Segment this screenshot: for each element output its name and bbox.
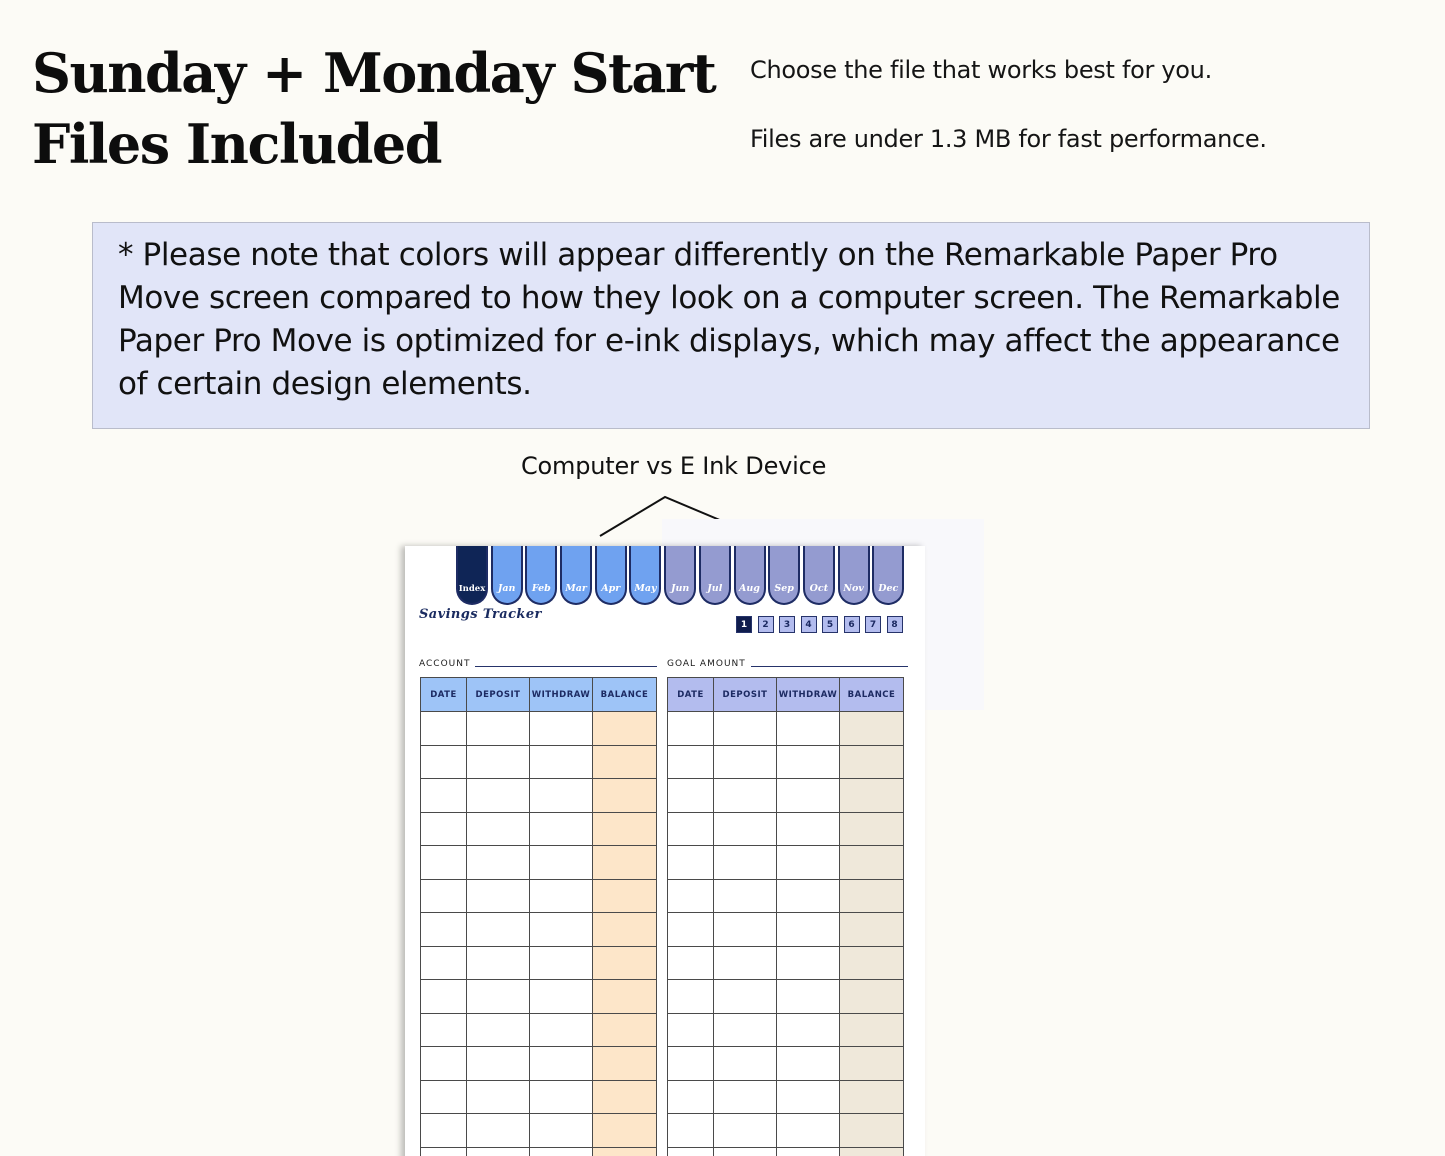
balance-cell[interactable] [593, 879, 657, 913]
table-row [668, 946, 904, 980]
tab-oct[interactable]: Oct [803, 546, 835, 605]
headline-line-2: Files Included [32, 112, 441, 176]
date-cell[interactable] [421, 1114, 467, 1148]
date-cell[interactable] [421, 812, 467, 846]
deposit-cell[interactable] [714, 1080, 777, 1114]
deposit-cell[interactable] [467, 946, 530, 980]
goal-amount-label: GOAL AMOUNT [667, 659, 746, 669]
table-row [421, 946, 657, 980]
balance-cell[interactable] [593, 779, 657, 813]
table-row [668, 913, 904, 947]
withdraw-cell[interactable] [530, 846, 593, 880]
table-row [421, 913, 657, 947]
date-cell[interactable] [668, 913, 714, 947]
date-cell[interactable] [421, 779, 467, 813]
table-row [421, 980, 657, 1014]
withdraw-cell[interactable] [777, 1080, 840, 1114]
date-cell[interactable] [421, 1080, 467, 1114]
table-row [421, 1047, 657, 1081]
tab-dec[interactable]: Dec [872, 546, 904, 605]
deposit-cell[interactable] [467, 1114, 530, 1148]
withdraw-cell[interactable] [777, 946, 840, 980]
page-button-5[interactable]: 5 [822, 616, 838, 633]
tab-jul[interactable]: Jul [699, 546, 731, 605]
withdraw-cell[interactable] [530, 1114, 593, 1148]
balance-cell[interactable] [593, 1114, 657, 1148]
balance-cell[interactable] [840, 946, 904, 980]
deposit-cell[interactable] [467, 1147, 530, 1156]
deposit-cell[interactable] [467, 779, 530, 813]
withdraw-cell[interactable] [530, 913, 593, 947]
balance-cell[interactable] [840, 1013, 904, 1047]
headline [32, 38, 715, 180]
table-row [668, 1013, 904, 1047]
tab-feb[interactable]: Feb [525, 546, 557, 605]
deposit-cell[interactable] [714, 712, 777, 746]
withdraw-cell[interactable] [777, 812, 840, 846]
withdraw-cell[interactable] [530, 1147, 593, 1156]
deposit-cell[interactable] [714, 846, 777, 880]
table-row [668, 846, 904, 880]
column-header-withdraw: WITHDRAW [777, 678, 840, 712]
withdraw-cell[interactable] [777, 980, 840, 1014]
deposit-cell[interactable] [714, 946, 777, 980]
date-cell[interactable] [421, 913, 467, 947]
account-field[interactable] [419, 659, 657, 669]
deposit-cell[interactable] [467, 879, 530, 913]
column-header-balance: BALANCE [593, 678, 657, 712]
balance-cell[interactable] [593, 913, 657, 947]
withdraw-cell[interactable] [777, 1013, 840, 1047]
table-row [668, 745, 904, 779]
date-cell[interactable] [421, 1147, 467, 1156]
deposit-cell[interactable] [714, 913, 777, 947]
date-cell[interactable] [668, 846, 714, 880]
table-row [421, 1147, 657, 1156]
table-row [421, 812, 657, 846]
deposit-cell[interactable] [467, 913, 530, 947]
page-button-1[interactable]: 1 [736, 616, 752, 633]
tab-index[interactable]: Index [456, 546, 488, 605]
balance-cell[interactable] [840, 812, 904, 846]
deposit-cell[interactable] [714, 980, 777, 1014]
column-header-deposit: DEPOSIT [467, 678, 530, 712]
balance-cell[interactable] [593, 745, 657, 779]
date-cell[interactable] [668, 1147, 714, 1156]
page-button-4[interactable]: 4 [801, 616, 817, 633]
withdraw-cell[interactable] [777, 712, 840, 746]
withdraw-cell[interactable] [777, 1147, 840, 1156]
deposit-cell[interactable] [714, 1147, 777, 1156]
table-row [668, 712, 904, 746]
balance-cell[interactable] [593, 712, 657, 746]
withdraw-cell[interactable] [530, 1013, 593, 1047]
balance-cell[interactable] [840, 1047, 904, 1081]
deposit-cell[interactable] [467, 1013, 530, 1047]
withdraw-cell[interactable] [530, 779, 593, 813]
balance-cell[interactable] [840, 913, 904, 947]
table-row [668, 980, 904, 1014]
table-row [668, 1047, 904, 1081]
table-row [421, 1080, 657, 1114]
deposit-cell[interactable] [467, 1080, 530, 1114]
deposit-cell[interactable] [714, 1047, 777, 1081]
withdraw-cell[interactable] [530, 712, 593, 746]
page-pager [736, 616, 903, 633]
date-cell[interactable] [421, 980, 467, 1014]
deposit-cell[interactable] [467, 1047, 530, 1081]
balance-cell[interactable] [593, 1147, 657, 1156]
table-row [421, 846, 657, 880]
table-row [421, 1114, 657, 1148]
page-title: Savings Tracker [419, 607, 542, 622]
table-row [421, 879, 657, 913]
tab-apr[interactable]: Apr [595, 546, 627, 605]
date-cell[interactable] [668, 712, 714, 746]
withdraw-cell[interactable] [777, 879, 840, 913]
deposit-cell[interactable] [714, 812, 777, 846]
balance-cell[interactable] [593, 1013, 657, 1047]
tab-sep[interactable]: Sep [768, 546, 800, 605]
table-row [668, 1080, 904, 1114]
table-row [421, 1013, 657, 1047]
table-row [668, 779, 904, 813]
deposit-cell[interactable] [467, 812, 530, 846]
account-label: ACCOUNT [419, 659, 471, 669]
date-cell[interactable] [421, 712, 467, 746]
deposit-cell[interactable] [467, 980, 530, 1014]
withdraw-cell[interactable] [777, 846, 840, 880]
balance-cell[interactable] [593, 980, 657, 1014]
date-cell[interactable] [668, 812, 714, 846]
balance-cell[interactable] [840, 1114, 904, 1148]
balance-cell[interactable] [840, 1147, 904, 1156]
tab-jan[interactable]: Jan [491, 546, 523, 605]
savings-table-computer [420, 677, 657, 1156]
tab-may[interactable]: May [629, 546, 661, 605]
table-row [668, 1147, 904, 1156]
deposit-cell[interactable] [467, 846, 530, 880]
column-header-date: DATE [421, 678, 467, 712]
planner-page-preview [405, 546, 925, 1156]
column-header-withdraw: WITHDRAW [530, 678, 593, 712]
goal-amount-field[interactable] [667, 659, 908, 669]
withdraw-cell[interactable] [777, 1047, 840, 1081]
date-cell[interactable] [421, 1047, 467, 1081]
balance-cell[interactable] [593, 946, 657, 980]
date-cell[interactable] [668, 980, 714, 1014]
date-cell[interactable] [668, 946, 714, 980]
deposit-cell[interactable] [714, 1114, 777, 1148]
date-cell[interactable] [668, 1114, 714, 1148]
table-row [668, 1114, 904, 1148]
date-cell[interactable] [668, 779, 714, 813]
withdraw-cell[interactable] [777, 745, 840, 779]
withdraw-cell[interactable] [530, 745, 593, 779]
date-cell[interactable] [668, 1013, 714, 1047]
deposit-cell[interactable] [714, 779, 777, 813]
table-row [668, 812, 904, 846]
date-cell[interactable] [421, 879, 467, 913]
balance-cell[interactable] [840, 846, 904, 880]
balance-cell[interactable] [593, 812, 657, 846]
deposit-cell[interactable] [714, 745, 777, 779]
withdraw-cell[interactable] [777, 913, 840, 947]
headline-line-1: Sunday + Monday Start [32, 41, 716, 105]
date-cell[interactable] [421, 946, 467, 980]
color-disclaimer-note: * Please note that colors will appear differently on the Remarkable Paper Pro Move screen compared to how they look on a computer screen. The Remarkable Paper Pro Move is optimized for e-ink displays, which may affect the appearance of certain design elements. [92, 222, 1370, 429]
withdraw-cell[interactable] [530, 946, 593, 980]
balance-cell[interactable] [840, 879, 904, 913]
date-cell[interactable] [668, 879, 714, 913]
withdraw-cell[interactable] [530, 879, 593, 913]
balance-cell[interactable] [593, 1047, 657, 1081]
page-button-7[interactable]: 7 [865, 616, 881, 633]
date-cell[interactable] [421, 1013, 467, 1047]
tab-aug[interactable]: Aug [734, 546, 766, 605]
tab-mar[interactable]: Mar [560, 546, 592, 605]
deposit-cell[interactable] [467, 712, 530, 746]
balance-cell[interactable] [840, 779, 904, 813]
tab-jun[interactable]: Jun [664, 546, 696, 605]
month-tabs [456, 546, 904, 605]
date-cell[interactable] [421, 745, 467, 779]
comparison-label: Computer vs E Ink Device [521, 452, 827, 480]
deposit-cell[interactable] [467, 745, 530, 779]
column-header-deposit: DEPOSIT [714, 678, 777, 712]
page-button-8[interactable]: 8 [887, 616, 903, 633]
column-header-date: DATE [668, 678, 714, 712]
withdraw-cell[interactable] [530, 1080, 593, 1114]
date-cell[interactable] [668, 1047, 714, 1081]
balance-cell[interactable] [840, 712, 904, 746]
page-button-3[interactable]: 3 [779, 616, 795, 633]
table-row [668, 879, 904, 913]
withdraw-cell[interactable] [777, 779, 840, 813]
table-row [421, 745, 657, 779]
balance-cell[interactable] [840, 1080, 904, 1114]
balance-cell[interactable] [840, 745, 904, 779]
deposit-cell[interactable] [714, 1013, 777, 1047]
goal-amount-underline [751, 666, 908, 667]
balance-cell[interactable] [593, 1080, 657, 1114]
subtext-choose-file: Choose the file that works best for you. [750, 56, 1212, 84]
savings-table-eink [667, 677, 904, 1156]
balance-cell[interactable] [593, 846, 657, 880]
tab-nov[interactable]: Nov [838, 546, 870, 605]
account-underline [475, 666, 657, 667]
withdraw-cell[interactable] [530, 1047, 593, 1081]
page-button-6[interactable]: 6 [844, 616, 860, 633]
date-cell[interactable] [421, 846, 467, 880]
withdraw-cell[interactable] [530, 812, 593, 846]
column-header-balance: BALANCE [840, 678, 904, 712]
page-button-2[interactable]: 2 [758, 616, 774, 633]
table-row [421, 779, 657, 813]
date-cell[interactable] [668, 1080, 714, 1114]
subtext-file-size: Files are under 1.3 MB for fast performance. [750, 125, 1267, 153]
balance-cell[interactable] [840, 980, 904, 1014]
date-cell[interactable] [668, 745, 714, 779]
table-row [421, 712, 657, 746]
withdraw-cell[interactable] [530, 980, 593, 1014]
deposit-cell[interactable] [714, 879, 777, 913]
withdraw-cell[interactable] [777, 1114, 840, 1148]
